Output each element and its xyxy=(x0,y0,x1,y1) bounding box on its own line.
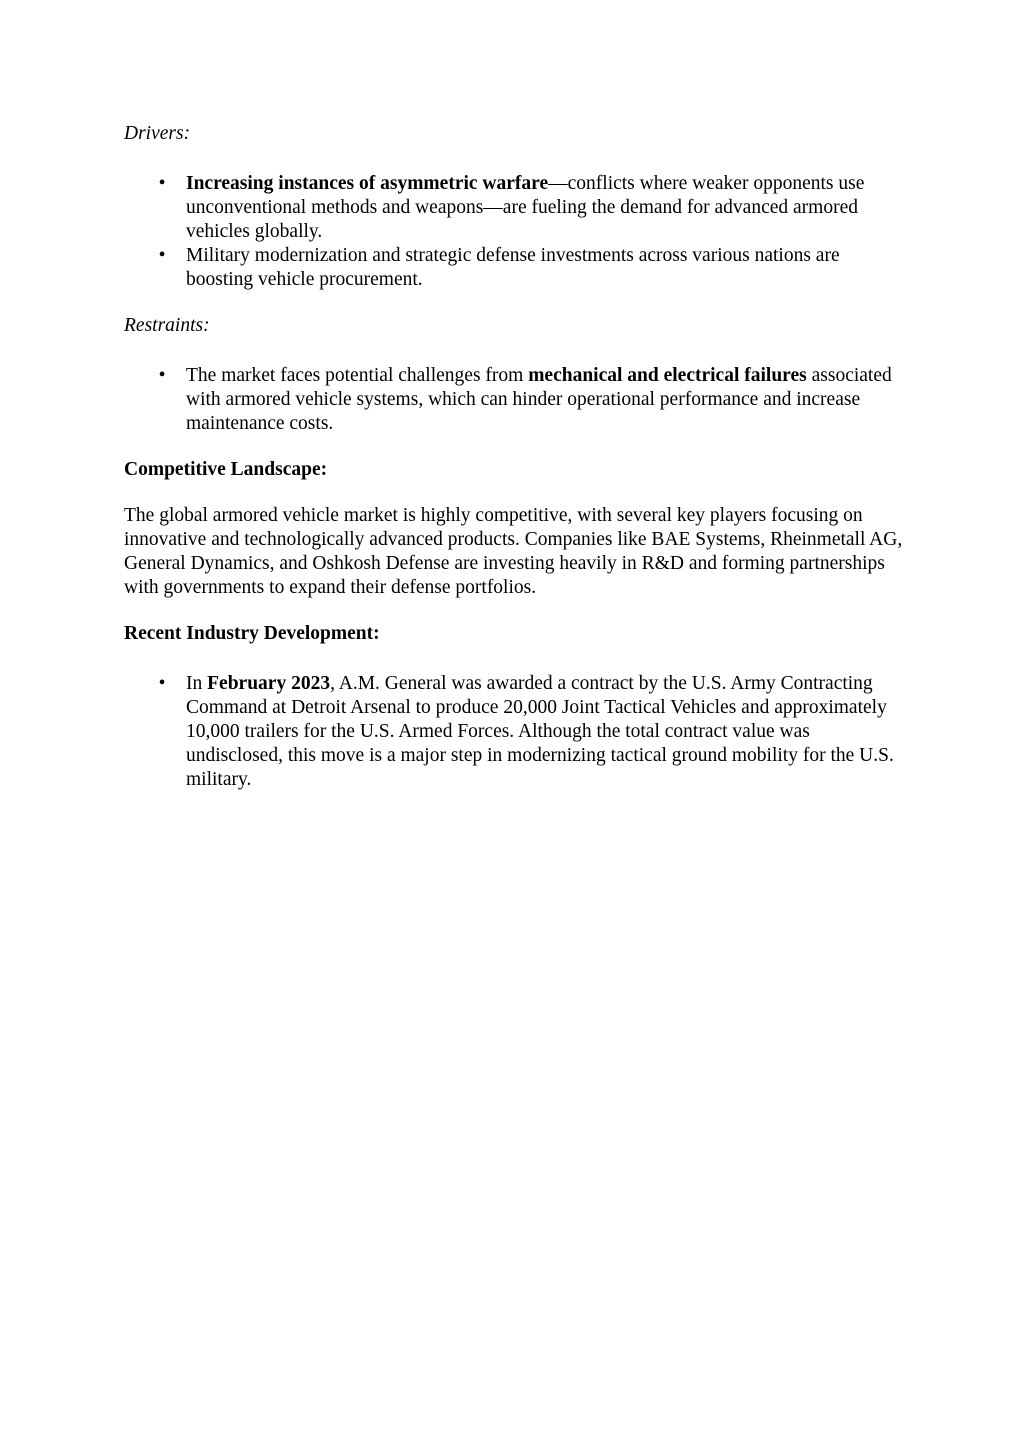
item-text-after: associated with armored vehicle systems, which can hinder operational performance and increase maintenance costs. xyxy=(186,365,892,434)
bold-phrase: Increasing instances of asymmetric warfare xyxy=(186,173,549,194)
bullet-icon: • xyxy=(158,673,166,694)
restraints-list xyxy=(124,364,904,436)
item-text-before: In xyxy=(186,673,208,694)
list-item xyxy=(124,244,904,292)
spacer xyxy=(124,292,904,314)
item-text-before: The market faces potential challenges from xyxy=(186,365,529,386)
bold-phrase: mechanical and electrical failures xyxy=(528,365,807,386)
spacer xyxy=(124,436,904,458)
list-item xyxy=(124,172,904,244)
item-text: Military modernization and strategic defense investments across various nations are boosting vehicle procurement. xyxy=(186,245,840,290)
bullet-icon: • xyxy=(158,365,166,386)
item-text: —conflicts where weaker opponents use unconventional methods and weapons—are fueling the demand for advanced armored vehicles globally. xyxy=(186,173,865,242)
spacer xyxy=(124,646,904,672)
document-page xyxy=(124,122,904,792)
list-item xyxy=(124,364,904,436)
bold-phrase: February 2023 xyxy=(207,673,331,694)
spacer xyxy=(124,338,904,364)
list-item xyxy=(124,672,904,792)
spacer xyxy=(124,146,904,172)
recent-heading: Recent Industry Development: xyxy=(124,623,380,644)
restraints-heading: Restraints: xyxy=(124,315,210,336)
spacer xyxy=(124,482,904,504)
competitive-body: The global armored vehicle market is highly competitive, with several key players focusing on innovative and technologically advanced products. Companies like BAE Systems, Rheinmetall AG, General Dynamics, and Oshkosh Defense are investing heavily in R&D and forming partnerships with governments to expand their defense portfolios. xyxy=(124,505,903,598)
recent-list xyxy=(124,672,904,792)
drivers-list xyxy=(124,172,904,292)
drivers-heading: Drivers: xyxy=(124,123,191,144)
competitive-heading: Competitive Landscape: xyxy=(124,459,328,480)
spacer xyxy=(124,600,904,622)
bullet-icon: • xyxy=(158,173,166,194)
item-text-after: , A.M. General was awarded a contract by the U.S. Army Contracting Command at Detroit Arsenal to produce 20,000 Joint Tactical Vehicles and approximately 10,000 trailers for the U.S. Armed Forces. Although the total contract value was undisclosed, this move is a major step in modernizing tactical ground mobility for the U.S. military. xyxy=(186,673,894,790)
bullet-icon: • xyxy=(158,245,166,266)
